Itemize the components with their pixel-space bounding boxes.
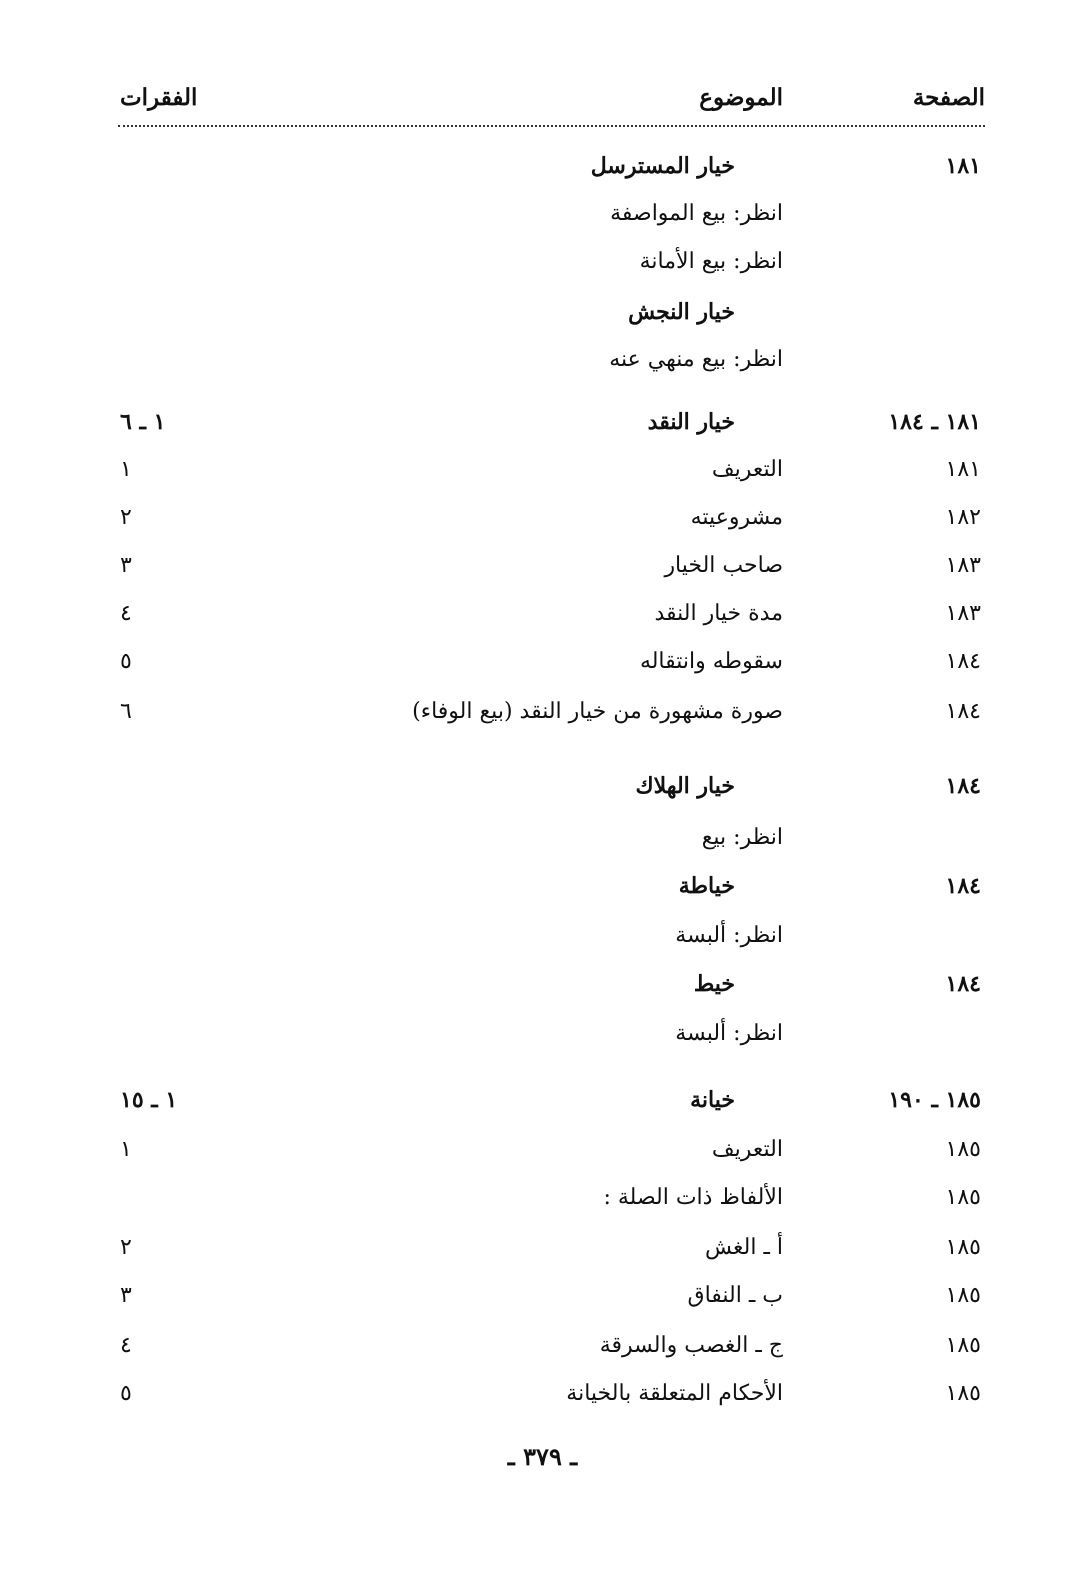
- index-row-see: [120, 242, 985, 282]
- entry-topic: ج ـ الغصب والسرقة: [599, 1333, 783, 1358]
- entry-page: ١٨٢: [945, 505, 981, 530]
- index-row: [120, 1326, 985, 1366]
- entry-topic: انظر: بيع منهي عنه: [609, 347, 783, 372]
- entry-page: ١٨١: [945, 457, 981, 482]
- index-row-see: [120, 1014, 985, 1054]
- entry-paragraphs: ١: [120, 457, 132, 482]
- entry-topic: الألفاظ ذات الصلة :: [603, 1185, 783, 1210]
- entry-paragraphs: ١ ـ ٦: [120, 409, 166, 435]
- entry-page: ١٨١: [945, 153, 981, 179]
- entry-topic: أ ـ الغش: [704, 1235, 783, 1260]
- index-row: [120, 546, 985, 586]
- index-row: [120, 594, 985, 634]
- index-row-see: [120, 818, 985, 858]
- entry-paragraphs: ١ ـ ١٥: [120, 1087, 178, 1113]
- entry-topic: صاحب الخيار: [664, 553, 783, 578]
- entry-topic: خيانة: [690, 1087, 735, 1113]
- entry-topic: خيار المسترسل: [590, 153, 735, 179]
- entry-page: ١٨٣: [945, 601, 981, 626]
- entry-topic: مدة خيار النقد: [654, 601, 783, 626]
- index-row: [120, 692, 985, 732]
- entry-topic: خيار الهلاك: [635, 773, 735, 799]
- entry-page: ١٨٥: [945, 1137, 981, 1162]
- entry-paragraphs: ٥: [120, 1381, 132, 1406]
- entry-topic: ب ـ النفاق: [687, 1283, 783, 1308]
- entry-page: ١٨٥ ـ ١٩٠: [888, 1087, 981, 1113]
- entry-page: ١٨٥: [945, 1235, 981, 1260]
- entry-paragraphs: ٥: [120, 649, 132, 674]
- entry-topic: انظر: ألبسة: [675, 1021, 783, 1046]
- entry-topic: خيار النجش: [628, 299, 735, 325]
- header-dotted-divider: [118, 125, 985, 127]
- entry-topic: خيط: [693, 971, 735, 997]
- entry-paragraphs: ٣: [120, 553, 132, 578]
- entry-topic: التعريف: [711, 1137, 783, 1162]
- entry-paragraphs: ٤: [120, 1333, 132, 1358]
- entry-page: ١٨٥: [945, 1185, 981, 1210]
- entry-page: ١٨٥: [945, 1333, 981, 1358]
- entry-page: ١٨٤: [945, 649, 981, 674]
- entry-page: ١٨٣: [945, 553, 981, 578]
- index-row: [120, 450, 985, 490]
- entry-page: ١٨٤: [945, 699, 981, 724]
- index-row: [120, 1374, 985, 1414]
- entry-page: ١٨٤: [945, 873, 981, 899]
- index-row-title: [120, 766, 985, 806]
- entry-topic: انظر: بيع: [701, 825, 783, 850]
- index-row-see: [120, 916, 985, 956]
- header-paragraphs-label: الفقرات: [120, 84, 198, 111]
- entry-paragraphs: ٢: [120, 505, 132, 530]
- entry-topic: سقوطه وانتقاله: [639, 649, 783, 674]
- page-number: ـ ٣٧٩ ـ: [507, 1442, 578, 1471]
- entry-page: ١٨٥: [945, 1381, 981, 1406]
- entry-topic: خيار النقد: [647, 409, 735, 435]
- index-row-see: [120, 340, 985, 380]
- index-row: [120, 1228, 985, 1268]
- index-row-title: [120, 146, 985, 186]
- index-row: [120, 1130, 985, 1170]
- entry-topic: صورة مشهورة من خيار النقد (بيع الوفاء): [412, 699, 783, 724]
- entry-page: ١٨٤: [945, 773, 981, 799]
- index-header: [120, 84, 985, 118]
- index-row-title: [120, 1080, 985, 1120]
- entry-topic: مشروعيته: [690, 505, 783, 530]
- index-row: [120, 1178, 985, 1218]
- entry-topic: الأحكام المتعلقة بالخيانة: [566, 1381, 783, 1406]
- index-row-title: [120, 866, 985, 906]
- entry-topic: انظر: بيع المواصفة: [610, 201, 783, 226]
- index-row: [120, 1276, 985, 1316]
- entry-page: ١٨٥: [945, 1283, 981, 1308]
- header-page-label: الصفحة: [912, 84, 985, 111]
- entry-paragraphs: ٢: [120, 1235, 132, 1260]
- entry-topic: خياطة: [678, 873, 735, 899]
- entry-page: ١٨١ ـ ١٨٤: [888, 409, 981, 435]
- entry-paragraphs: ٣: [120, 1283, 132, 1308]
- entry-page: ١٨٤: [945, 971, 981, 997]
- index-row-title: [120, 402, 985, 442]
- entry-topic: التعريف: [711, 457, 783, 482]
- entry-topic: انظر: ألبسة: [675, 923, 783, 948]
- header-topic-label: الموضوع: [699, 84, 783, 111]
- index-row-see: [120, 194, 985, 234]
- index-row: [120, 498, 985, 538]
- entry-paragraphs: ١: [120, 1137, 132, 1162]
- index-row-title: [120, 292, 985, 332]
- index-row: [120, 642, 985, 682]
- entry-paragraphs: ٤: [120, 601, 132, 626]
- entry-paragraphs: ٦: [120, 699, 132, 724]
- index-row-title: [120, 964, 985, 1004]
- entry-topic: انظر: بيع الأمانة: [639, 249, 783, 274]
